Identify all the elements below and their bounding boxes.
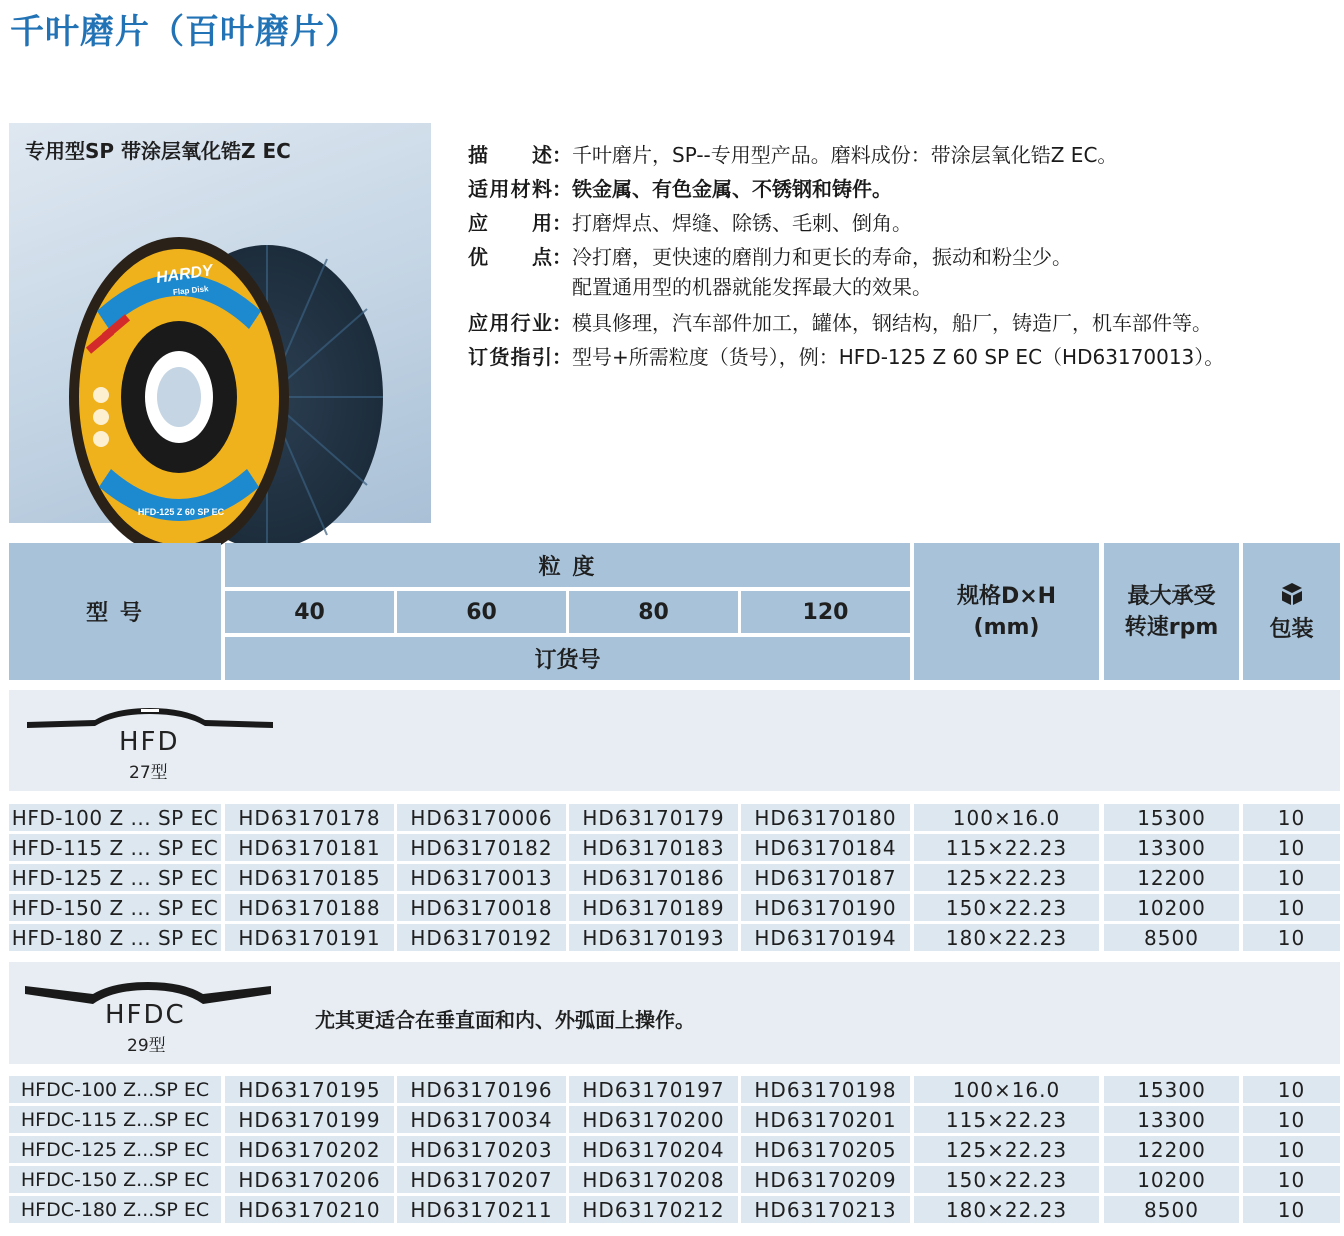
description-text — [572, 340, 1328, 374]
description-text — [572, 172, 1328, 206]
page-title: 千叶磨片（百叶磨片） — [10, 12, 360, 52]
cell-pack: 10 — [1243, 1076, 1340, 1103]
cell-grit-80: HD63170212 — [569, 1196, 738, 1223]
header-grit: 粒 度 — [225, 543, 910, 587]
cell-grit-80: HD63170204 — [569, 1136, 738, 1163]
description-label: 应 用 — [468, 211, 552, 235]
cell-model: HFDC-125 Z...SP EC — [9, 1136, 221, 1163]
product-description — [468, 138, 1328, 374]
description-label: 订货指引 — [468, 345, 552, 369]
description-text — [572, 138, 1328, 172]
cell-grit-40: HD63170181 — [225, 834, 394, 861]
profile-band-hfd — [9, 690, 1340, 791]
cell-grit-80: HD63170197 — [569, 1076, 738, 1103]
description-colon: ： — [552, 211, 572, 235]
profile-band-hfdc — [9, 962, 1340, 1064]
description-colon: ： — [552, 245, 572, 269]
header-speed — [1104, 543, 1239, 680]
cell-grit-80: HD63170179 — [569, 804, 738, 831]
cell-grit-80: HD63170186 — [569, 864, 738, 891]
header-spec-line1: 规格D×H — [956, 583, 1057, 609]
header-spec-line2: (mm) — [973, 614, 1040, 640]
cell-model: HFD-100 Z ... SP EC — [9, 804, 221, 831]
description-colon: ： — [552, 143, 572, 167]
hfd-profile-type: 27型 — [129, 763, 168, 783]
cell-model: HFD-115 Z ... SP EC — [9, 834, 221, 861]
description-colon: ： — [552, 345, 572, 369]
cell-grit-60: HD63170207 — [397, 1166, 566, 1193]
cell-model: HFDC-150 Z...SP EC — [9, 1166, 221, 1193]
cell-spec: 125×22.23 — [914, 1136, 1099, 1163]
cell-pack: 10 — [1243, 1196, 1340, 1223]
description-text-line: 冷打磨，更快速的磨削力和更长的寿命，振动和粉尘少。 — [572, 245, 1072, 269]
cell-grit-120: HD63170180 — [741, 804, 910, 831]
cell-grit-60: HD63170006 — [397, 804, 566, 831]
description-text-line: 千叶磨片，SP--专用型产品。磨料成份：带涂层氧化锆Z EC。 — [572, 143, 1118, 167]
cell-grit-120: HD63170213 — [741, 1196, 910, 1223]
header-pack-label: 包装 — [1269, 617, 1314, 642]
cell-speed: 10200 — [1104, 894, 1239, 921]
cell-grit-80: HD63170183 — [569, 834, 738, 861]
description-text — [572, 206, 1328, 240]
hfd-profile-label: HFD — [119, 727, 180, 757]
cell-grit-60: HD63170013 — [397, 864, 566, 891]
cell-speed: 15300 — [1104, 1076, 1239, 1103]
cell-grit-40: HD63170188 — [225, 894, 394, 921]
description-row — [468, 138, 1328, 172]
header-speed-line2: 转速rpm — [1124, 614, 1219, 640]
product-caption: 专用型SP 带涂层氧化锆Z EC — [25, 139, 291, 163]
cell-grit-60: HD63170182 — [397, 834, 566, 861]
description-text-line: 型号+所需粒度（货号），例：HFD-125 Z 60 SP EC（HD63170013）。 — [572, 345, 1225, 369]
cell-grit-60: HD63170196 — [397, 1076, 566, 1103]
header-pack — [1243, 543, 1340, 680]
cell-grit-120: HD63170194 — [741, 924, 910, 951]
description-text-line-2: 配置通用型的机器就能发挥最大的效果。 — [572, 275, 932, 299]
cell-pack: 10 — [1243, 834, 1340, 861]
cell-grit-80: HD63170189 — [569, 894, 738, 921]
description-label: 应用行业 — [468, 311, 552, 335]
description-row — [468, 240, 1328, 304]
cell-model: HFDC-180 Z...SP EC — [9, 1196, 221, 1223]
cell-pack: 10 — [1243, 1136, 1340, 1163]
hfdc-note: 尤其更适合在垂直面和内、外弧面上操作。 — [315, 1008, 695, 1032]
header-grit-120: 120 — [741, 591, 910, 633]
cell-pack: 10 — [1243, 1166, 1340, 1193]
cell-pack: 10 — [1243, 804, 1340, 831]
cell-grit-120: HD63170205 — [741, 1136, 910, 1163]
cell-grit-80: HD63170208 — [569, 1166, 738, 1193]
cell-speed: 8500 — [1104, 1196, 1239, 1223]
disc-brand: HARDY — [155, 262, 214, 287]
cell-grit-40: HD63170191 — [225, 924, 394, 951]
cell-grit-40: HD63170210 — [225, 1196, 394, 1223]
cell-spec: 115×22.23 — [914, 834, 1099, 861]
cell-speed: 13300 — [1104, 1106, 1239, 1133]
header-grit-40: 40 — [225, 591, 394, 633]
cell-spec: 180×22.23 — [914, 1196, 1099, 1223]
cell-grit-40: HD63170202 — [225, 1136, 394, 1163]
cell-pack: 10 — [1243, 924, 1340, 951]
cell-grit-40: HD63170178 — [225, 804, 394, 831]
cell-model: HFD-180 Z ... SP EC — [9, 924, 221, 951]
cell-model: HFDC-115 Z...SP EC — [9, 1106, 221, 1133]
cell-grit-60: HD63170203 — [397, 1136, 566, 1163]
cell-model: HFD-125 Z ... SP EC — [9, 864, 221, 891]
cell-grit-40: HD63170206 — [225, 1166, 394, 1193]
cell-grit-120: HD63170184 — [741, 834, 910, 861]
header-spec — [914, 543, 1099, 680]
disc-model: HFD-125 Z 60 SP EC — [137, 507, 225, 517]
cell-grit-120: HD63170187 — [741, 864, 910, 891]
cell-speed: 12200 — [1104, 864, 1239, 891]
description-label: 优 点 — [468, 245, 552, 269]
cell-grit-60: HD63170211 — [397, 1196, 566, 1223]
description-colon: ： — [552, 177, 572, 201]
cell-grit-60: HD63170034 — [397, 1106, 566, 1133]
cell-speed: 8500 — [1104, 924, 1239, 951]
cell-spec: 150×22.23 — [914, 894, 1099, 921]
product-image-panel — [9, 123, 431, 523]
cell-spec: 115×22.23 — [914, 1106, 1099, 1133]
cell-pack: 10 — [1243, 864, 1340, 891]
cell-spec: 100×16.0 — [914, 804, 1099, 831]
description-row — [468, 306, 1328, 340]
description-text-line: 打磨焊点、焊缝、除锈、毛刺、倒角。 — [572, 211, 912, 235]
hfdc-profile-label: HFDC — [105, 1000, 186, 1030]
cell-spec: 180×22.23 — [914, 924, 1099, 951]
cell-grit-120: HD63170190 — [741, 894, 910, 921]
cell-grit-40: HD63170199 — [225, 1106, 394, 1133]
cell-grit-80: HD63170193 — [569, 924, 738, 951]
cell-pack: 10 — [1243, 1106, 1340, 1133]
cell-model: HFDC-100 Z...SP EC — [9, 1076, 221, 1103]
cell-spec: 125×22.23 — [914, 864, 1099, 891]
hfdc-profile-type: 29型 — [127, 1036, 166, 1056]
header-grit-80: 80 — [569, 591, 738, 633]
description-row — [468, 206, 1328, 240]
cell-grit-40: HD63170185 — [225, 864, 394, 891]
cell-grit-40: HD63170195 — [225, 1076, 394, 1103]
header-order-no: 订货号 — [225, 637, 910, 680]
cell-spec: 150×22.23 — [914, 1166, 1099, 1193]
cell-grit-120: HD63170209 — [741, 1166, 910, 1193]
header-model: 型 号 — [9, 543, 221, 680]
description-text — [572, 240, 1328, 304]
cell-model: HFD-150 Z ... SP EC — [9, 894, 221, 921]
header-speed-line1: 最大承受 — [1127, 583, 1216, 609]
flap-disc-image — [67, 219, 393, 591]
description-text-line: 铁金属、有色金属、不锈钢和铸件。 — [572, 177, 892, 201]
cell-grit-120: HD63170198 — [741, 1076, 910, 1103]
cell-grit-80: HD63170200 — [569, 1106, 738, 1133]
cell-speed: 13300 — [1104, 834, 1239, 861]
description-colon: ： — [552, 311, 572, 335]
cell-grit-60: HD63170192 — [397, 924, 566, 951]
cell-speed: 12200 — [1104, 1136, 1239, 1163]
cell-grit-120: HD63170201 — [741, 1106, 910, 1133]
description-text — [572, 306, 1328, 340]
cell-speed: 10200 — [1104, 1166, 1239, 1193]
description-label: 描 述 — [468, 143, 552, 167]
description-row — [468, 340, 1328, 374]
cell-spec: 100×16.0 — [914, 1076, 1099, 1103]
cell-speed: 15300 — [1104, 804, 1239, 831]
header-grit-60: 60 — [397, 591, 566, 633]
description-row — [468, 172, 1328, 206]
disc-sub: Flap Disk — [172, 284, 209, 297]
description-text-line: 模具修理，汽车部件加工，罐体，钢结构，船厂，铸造厂，机车部件等。 — [572, 311, 1212, 335]
cell-pack: 10 — [1243, 894, 1340, 921]
description-label: 适用材料 — [468, 177, 552, 201]
cell-grit-60: HD63170018 — [397, 894, 566, 921]
package-icon — [1278, 580, 1306, 608]
